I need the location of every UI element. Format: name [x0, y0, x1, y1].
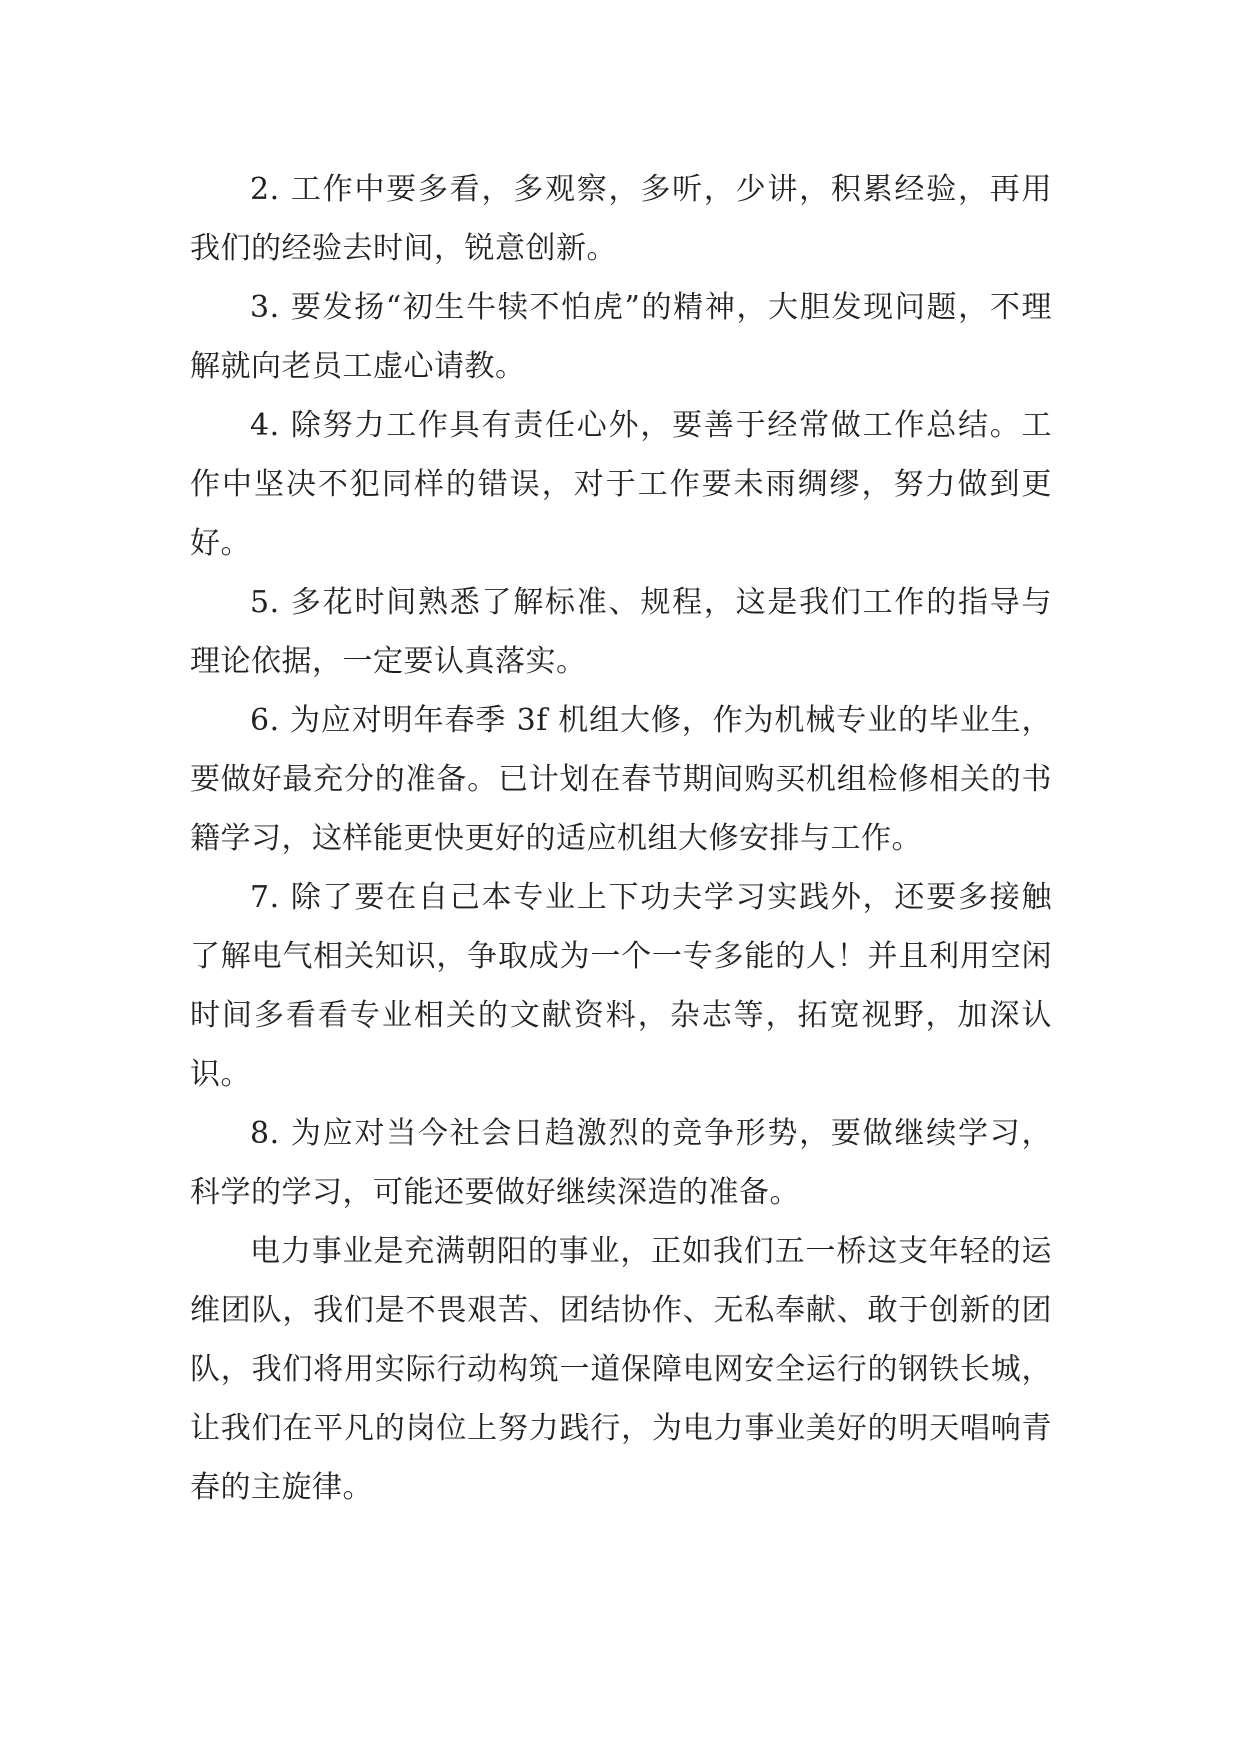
paragraph-item-6: 6. 为应对明年春季 3f 机组大修，作为机械专业的毕业生，要做好最充分的准备。已计划在春节期间购买机组检修相关的书籍学习，这样能更快更好的适应机组大修安排与工作。 [190, 703, 1052, 856]
paragraph-item-7: 7. 除了要在自己本专业上下功夫学习实践外，还要多接触了解电气相关知识，争取成为一个一专多能的人！并且利用空闲时间多看看专业相关的文献资料，杂志等，拓宽视野，加深认识。 [190, 880, 1052, 1092]
paragraph-item-4: 4. 除努力工作具有责任心外，要善于经常做工作总结。工作中坚决不犯同样的错误，对于工作要未雨绸缪，努力做到更好。 [190, 408, 1052, 561]
paragraph-item-5: 5. 多花时间熟悉了解标准、规程，这是我们工作的指导与理论依据，一定要认真落实。 [190, 585, 1052, 679]
paragraph-item-3: 3. 要发扬“初生牛犊不怕虎”的精神，大胆发现问题，不理解就向老员工虚心请教。 [190, 290, 1052, 384]
document-body [190, 160, 1052, 1517]
closing-paragraph: 电力事业是充满朝阳的事业，正如我们五一桥这支年轻的运维团队，我们是不畏艰苦、团结协作、无私奉献、敢于创新的团队，我们将用实际行动构筑一道保障电网安全运行的钢铁长城，让我们在平凡的岗位上努力践行，为电力事业美好的明天唱响青春的主旋律。 [190, 1234, 1052, 1505]
paragraph-item-2: 2. 工作中要多看，多观察，多听，少讲，积累经验，再用我们的经验去时间，锐意创新。 [190, 172, 1052, 266]
paragraph-item-8: 8. 为应对当今社会日趋激烈的竞争形势，要做继续学习，科学的学习，可能还要做好继续深造的准备。 [190, 1116, 1052, 1210]
